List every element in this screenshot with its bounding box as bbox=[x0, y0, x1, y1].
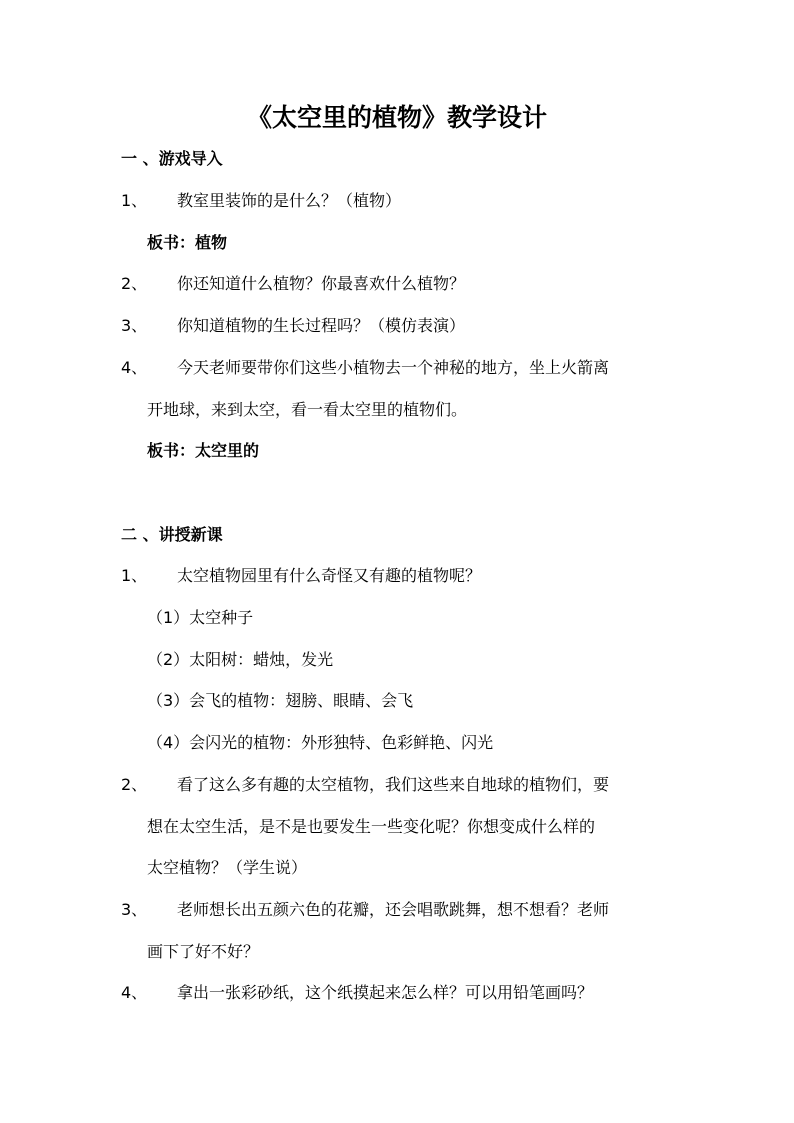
item-text-continued: 开地球，来到太空，看一看太空里的植物们。 bbox=[147, 400, 468, 419]
item-number: 3、 bbox=[121, 316, 148, 335]
item-number: 1、 bbox=[121, 191, 148, 210]
item-number: 2、 bbox=[121, 775, 148, 794]
board-note: 板书：植物 bbox=[147, 233, 228, 252]
item-text: 太空植物园里有什么奇怪又有趣的植物呢？ bbox=[177, 566, 482, 585]
item-text: 你知道植物的生长过程吗？（模仿表演） bbox=[177, 316, 466, 335]
item-text: 拿出一张彩砂纸，这个纸摸起来怎么样？可以用铅笔画吗？ bbox=[177, 983, 594, 1002]
sub-item: （2）太阳树：蜡烛，发光 bbox=[147, 650, 334, 669]
item-text-continued: 太空植物？（学生说） bbox=[147, 858, 308, 877]
sub-item: （4）会闪光的植物：外形独特、色彩鲜艳、闪光 bbox=[147, 733, 494, 752]
item-text-continued: 画下了好不好？ bbox=[147, 942, 260, 961]
item-text-continued: 想在太空生活，是不是也要发生一些变化呢？你想变成什么样的 bbox=[147, 817, 596, 836]
item-text: 老师想长出五颜六色的花瓣，还会唱歌跳舞，想不想看？老师 bbox=[177, 900, 610, 919]
section-heading-2: 二 、讲授新课 bbox=[121, 525, 223, 544]
item-text: 今天老师要带你们这些小植物去一个神秘的地方，坐上火箭离 bbox=[177, 358, 610, 377]
board-note: 板书：太空里的 bbox=[147, 441, 260, 460]
item-number: 3、 bbox=[121, 900, 148, 919]
document-title: 《太空里的植物》教学设计 bbox=[246, 103, 547, 132]
item-number: 1、 bbox=[121, 566, 148, 585]
item-number: 4、 bbox=[121, 983, 148, 1002]
item-text: 看了这么多有趣的太空植物，我们这些来自地球的植物们，要 bbox=[177, 775, 610, 794]
sub-item: （1）太空种子 bbox=[147, 608, 254, 627]
item-text: 你还知道什么植物？你最喜欢什么植物？ bbox=[177, 274, 466, 293]
item-number: 4、 bbox=[121, 358, 148, 377]
item-text: 教室里装饰的是什么？（植物） bbox=[177, 191, 402, 210]
section-heading-1: 一 、游戏导入 bbox=[121, 149, 223, 168]
item-number: 2、 bbox=[121, 274, 148, 293]
sub-item: （3）会飞的植物：翅膀、眼睛、会飞 bbox=[147, 691, 414, 710]
